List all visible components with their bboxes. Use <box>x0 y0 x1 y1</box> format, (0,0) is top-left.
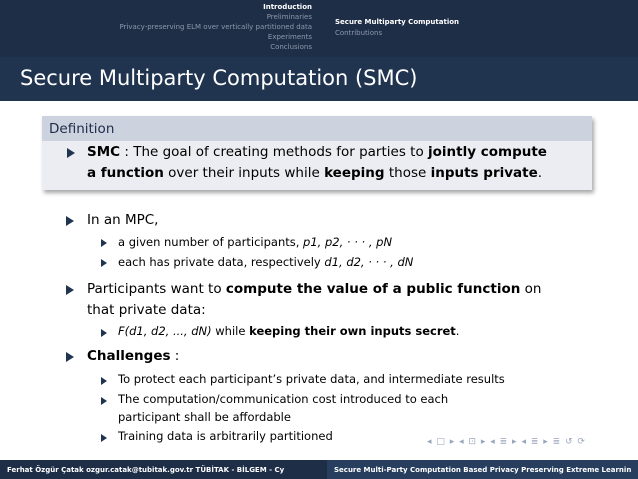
list-subitem-cost-line2: participant shall be affordable <box>118 410 291 424</box>
list-item-participants-want: Participants want to compute the value of a public function on <box>87 281 542 297</box>
sub-bullet-triangle-icon <box>101 377 107 385</box>
sub-bullet-triangle-icon <box>101 397 107 405</box>
nav-section-introduction[interactable]: Introduction <box>263 3 312 11</box>
footer-presentation-title: Secure Multi-Party Computation Based Privacy Preserving Extreme Learnin <box>327 460 638 479</box>
section-navigation-header <box>0 0 638 57</box>
bullet-triangle-icon <box>66 285 74 295</box>
list-item-challenges: Challenges : <box>87 348 180 364</box>
nav-section-experiments[interactable]: Experiments <box>267 33 312 41</box>
sub-bullet-triangle-icon <box>101 239 107 247</box>
navigation-symbols[interactable]: ◂ □ ▸ ◂ ⊡ ▸ ◂ ≣ ▸ ◂ ≣ ▸ ≣ ↺ ⟳ <box>427 437 586 447</box>
list-subitem-function: F(d1, d2, ..., dN) while keeping their own inputs secret. <box>118 324 460 338</box>
nav-section-conclusions[interactable]: Conclusions <box>270 43 312 51</box>
list-subitem-partitioned: Training data is arbitrarily partitioned <box>118 429 333 443</box>
nav-subsection-smc[interactable]: Secure Multiparty Computation <box>335 18 460 26</box>
bullet-triangle-icon <box>66 216 74 226</box>
nav-subsection-contributions[interactable]: Contributions <box>335 29 383 37</box>
list-subitem-private-data: each has private data, respectively d1, d2, · · · , dN <box>118 255 414 269</box>
sub-bullet-triangle-icon <box>101 434 107 442</box>
nav-section-privacy-preserving-elm[interactable]: Privacy-preserving ELM over vertically partitioned data <box>119 23 312 31</box>
list-item-mpc: In an MPC, <box>87 212 159 228</box>
footer-bar <box>0 460 638 479</box>
definition-block <box>42 116 592 190</box>
definition-line-2: a function over their inputs while keeping those inputs private. <box>87 165 543 181</box>
definition-body <box>42 141 592 190</box>
definition-heading: Definition <box>42 116 592 141</box>
footer-author-info: Ferhat Özgür Çatak ozgur.catak@tubitak.gov.tr TÜBİTAK - BİLGEM - Cy <box>0 460 327 479</box>
list-subitem-participants: a given number of participants, p1, p2, · · · , pN <box>118 235 393 249</box>
list-subitem-cost: The computation/communication cost introduced to each <box>118 392 449 406</box>
list-subitem-protect: To protect each participant’s private data, and intermediate results <box>118 372 505 386</box>
bullet-triangle-icon <box>66 352 74 362</box>
sub-bullet-triangle-icon <box>101 329 107 337</box>
list-item-participants-want-line2: that private data: <box>87 302 206 318</box>
bullet-triangle-icon <box>67 148 75 158</box>
frame-title: Secure Multiparty Computation (SMC) <box>20 66 418 90</box>
definition-term: SMC <box>87 144 121 160</box>
nav-section-preliminaries[interactable]: Preliminaries <box>266 13 312 21</box>
section-list <box>0 0 320 57</box>
sub-bullet-triangle-icon <box>101 259 107 267</box>
frame-title-bar <box>0 57 638 101</box>
subsection-list <box>320 0 638 57</box>
definition-line-1: SMC : The goal of creating methods for parties to jointly compute <box>87 144 547 160</box>
